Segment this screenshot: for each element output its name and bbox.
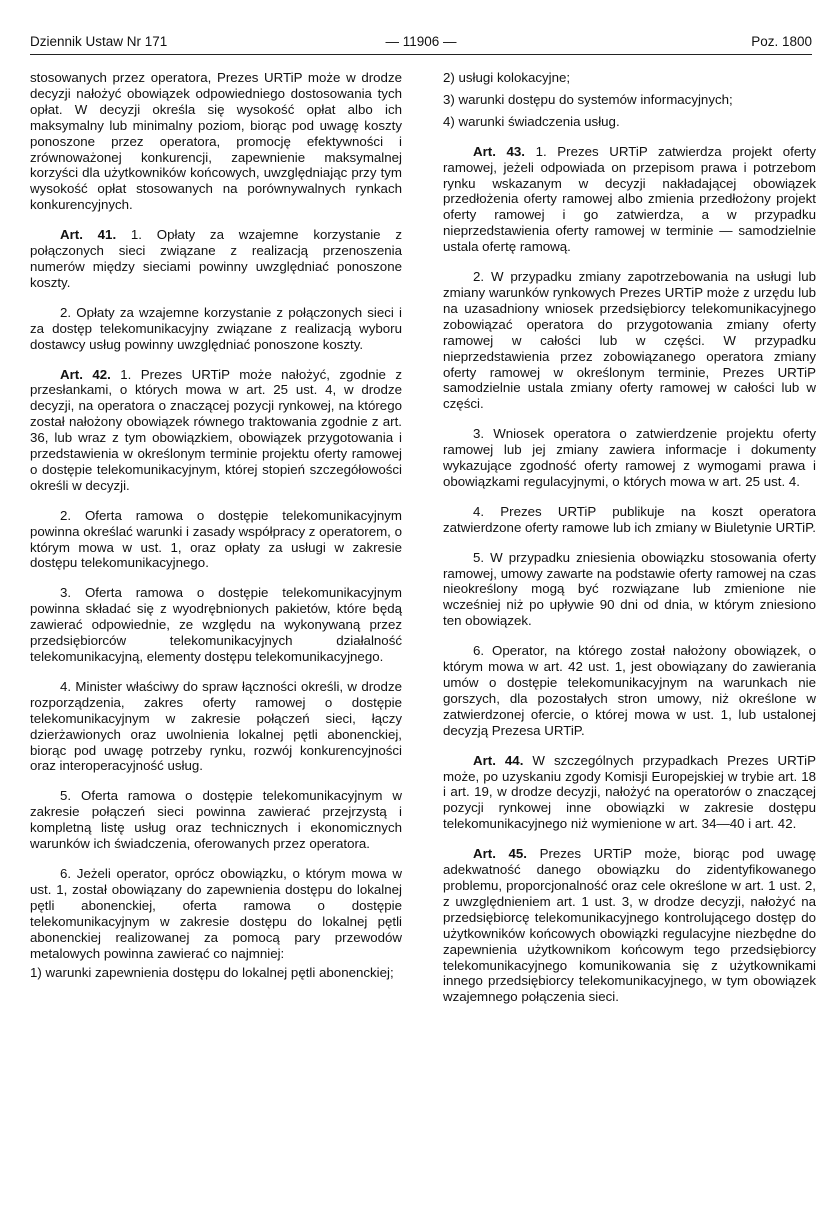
art-42-par-6: 6. Jeżeli operator, oprócz obowiązku, o którym mowa w ust. 1, został obowiązany do zapewnienia dostępu do lokalnej pętli abonenckiej, oferta ramowa o dostępie telekomunikacyjnym w zakresie dostępu do lokalnej pętli abonenckiej realizowanej za pomocą pary przewodów metalowych powinna zawierać co najmniej: [30,865,402,961]
art-42-par-2: 2. Oferta ramowa o dostępie telekomunikacyjnym powinna określać warunki i zasady współpracy z operatorem, o którym mowa w ust. 1, oraz opłaty za usługi w zakresie dostępu telekomunikacyjnego. [30,507,402,571]
header-rule [30,54,812,55]
art-43-par-3: 3. Wniosek operatora o zatwierdzenie projektu oferty ramowej lub jej zmiany zawiera informacje i dokumenty wykazujące zgodność oferty ramowej z wymogami prawa i obowiązkami regulacyjnymi, o których mowa w art. 25 ust. 4. [443,426,816,489]
art-45-par-1 [443,846,816,1005]
art-42-par-3: 3. Oferta ramowa o dostępie telekomunikacyjnym powinna składać się z wyodrębnionych pakietów, które będą zawierać odpowiednie, ze względu na wykonywaną przez przedsiębiorców telekomunikacyjnych działalność telekomunikacyjną, elementy dostępu telekomunikacyjnego. [30,585,402,664]
art-42-text: 1. Prezes URTiP może nałożyć, zgodnie z przesłankami, o których mowa w art. 25 ust. 4, w drodze decyzji, na operatora o znaczącej pozycji rynkowej, na którego został nałożony obowiązek równego traktowania zgodnie z art. 36, lub wraz z tym obowiązkiem, obowiązek przygotowania i przedstawienia w określonym terminie projektu oferty ramowej o dostępie telekomunikacyjnym, której stopień szczegółowości określi w decyzji. [30,366,402,493]
art-43-par-4: 4. Prezes URTiP publikuje na koszt operatora zatwierdzone oferty ramowe lub ich zmiany w Biuletynie URTiP. [443,503,816,535]
art-42-par-4: 4. Minister właściwy do spraw łączności określi, w drodze rozporządzenia, zakres oferty ramowej o dostępie telekomunikacyjnym w zakresie połączeń sieci, łączy dzierżawionych oraz uwolnienia lokalnej pętli abonenckiej, biorąc pod uwagę potrzeby rynku, rozwój konkurencyjności oraz interoperacyjność usług. [30,678,402,774]
art-42-par-5: 5. Oferta ramowa o dostępie telekomunikacyjnym w zakresie połączeń sieci powinna zawierać przejrzystą i kompletną listę usług oraz technicznych i ekonomicznych warunków ich świadczenia, oferowanych przez operatora. [30,788,402,852]
list-item-1: 1) warunki zapewnienia dostępu do lokalnej pętli abonenckiej; [30,965,394,981]
art-43-label: Art. 43. [473,143,525,159]
art-43-text: 1. Prezes URTiP zatwierdza projekt oferty ramowej, jeżeli odpowiada on przepisom prawa i potrzebom rynku wskazanym w decyzji nakładającej obowiązek przedłożenia oferty ramowej albo zmienia przedłożony projekt oferty ramowej i go zatwierdza, a w przypadku nieprzedstawienia oferty ramowej w terminie — samodzielnie ustala ofertę ramową. [443,143,816,255]
list-item-2: 2) usługi kolokacyjne; [443,70,571,85]
art-45-text: Prezes URTiP może, biorąc pod uwagę adekwatność danego obowiązku do zidentyfikowanego problemu, proporcjonalność oraz cele określone w art. 1 ust. 2, z uwzględnieniem art. 1 ust. 3, w drodze decyzji, nałożyć na przedsiębiorcę telekomunikacyjnego kontrolującego dostęp do użytkowników końcowych obowiązki regulacyjne niezbędne do zapewnienia użytkownikom końcowym tego przedsiębiorcy telekomunikacyjnego komunikowania się z użytkownikami innego przedsiębiorcy telekomunikacyjnego, w tym obowiązek wzajemnego połączenia sieci. [443,846,816,1005]
position-number: Poz. 1800 [751,34,812,49]
page-header [30,34,812,54]
page-number: — 11906 — [385,34,457,49]
art-42-par-1 [30,367,402,494]
art-44-text: W szczególnych przypadkach Prezes URTiP może, po uzyskaniu zgody Komisji Europejskiej w trybie art. 18 i art. 19, w drodze decyzji, nałożyć na operatorów o znaczącej pozycji rynkowej inne obowiązki w zakresie dostępu telekomunikacyjnego niż wymienione w art. 34—40 i art. 42. [443,752,816,832]
art-43-par-2: 2. W przypadku zmiany zapotrzebowania na usługi lub zmiany warunków rynkowych Prezes URTiP może z urzędu lub na uzasadniony wniosek przedsiębiorcy telekomunikacyjnego zobowiązać operatora do przygotowania zmiany oferty ramowej w całości lub w części. W przypadku nieprzedstawienia przez zobowiązanego operatora zmiany oferty ramowej w określonym terminie, Prezes URTiP samodzielnie ustala zmiany oferty ramowej w całości lub w części. [443,269,816,412]
right-column [443,70,816,1019]
art-41-par-1 [30,227,402,291]
art-43-par-5: 5. W przypadku zniesienia obowiązku stosowania oferty ramowej, umowy zawarte na podstawie oferty ramowej na czas nieokreślony mogą być rozwiązane lub zmienione nie wcześniej niż po upływie 90 dni od dnia, w którym zniesiono ten obowiązek. [443,549,816,629]
list-item-4: 4) warunki świadczenia usług. [443,113,620,129]
art-45-label: Art. 45. [473,846,527,862]
art-41-par-2: 2. Opłaty za wzajemne korzystanie z połączonych sieci i za dostęp telekomunikacyjny związane z realizacją wyboru dostawcy usług powinny uwzględniać ponoszone koszty. [30,304,402,352]
paragraph-intro: stosowanych przez operatora, Prezes URTiP może w drodze decyzji nałożyć obowiązek odpowiedniego dostosowania tych opłat. W decyzji określa się wysokość opłat albo ich maksymalny lub minimalny poziom, biorąc pod uwagę koszty ponoszone przez operatora, promocję efektywności i zrównoważonej konkurencji, zapewnienie maksymalnej korzyści dla użytkowników końcowych, uwzględniając przy tym wysokość opłat stosowanych na porównywalnych rynkach konkurencyjnych. [30,70,402,213]
art-43-par-1 [443,144,816,255]
list-item-3: 3) warunki dostępu do systemów informacyjnych; [443,91,733,107]
left-column [30,70,402,995]
art-43-par-6: 6. Operator, na którego został nałożony obowiązek, o którym mowa w art. 42 ust. 1, jest obowiązany do zawierania umów o dostępie telekomunikacyjnym na warunkach nie gorszych, dla pozostałych stron umowy, niż określone w zatwierdzonej ofercie, o której mowa w ust. 1, lub ustalonej decyzją Prezesa URTiP. [443,643,816,738]
art-44-label: Art. 44. [473,752,524,768]
art-42-label: Art. 42. [60,366,111,382]
art-41-label: Art. 41. [60,227,117,243]
art-41-text: 1. Opłaty za wzajemne korzystanie z połączonych sieci związane z realizacją przenoszenia numerów między sieciami powinny uwzględniać ponoszone koszty. [30,227,402,290]
journal-title: Dziennik Ustaw Nr 171 [30,34,168,49]
art-44-par-1 [443,753,816,833]
